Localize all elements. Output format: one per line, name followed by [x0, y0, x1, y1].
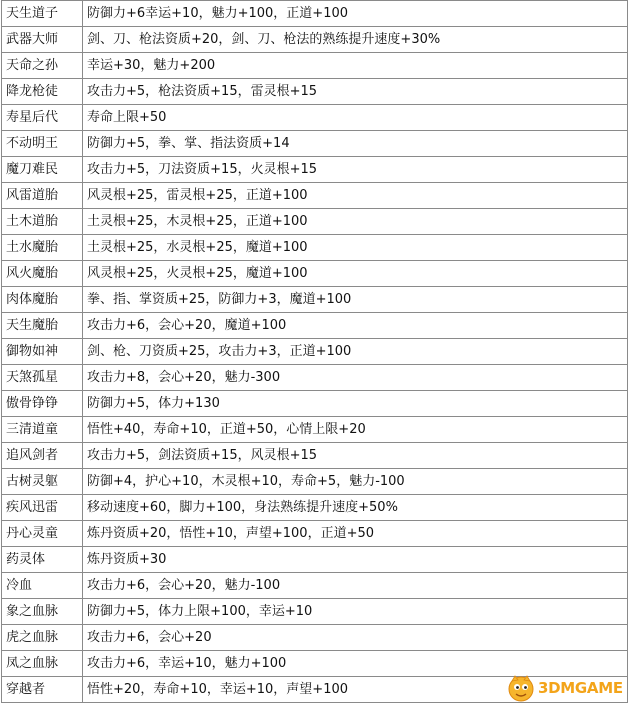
trait-name-cell: 三清道童 — [2, 417, 83, 443]
trait-effect-cell: 炼丹资质+20，悟性+10，声望+100，正道+50 — [83, 521, 628, 547]
table-row — [2, 209, 628, 235]
trait-name-cell: 药灵体 — [2, 547, 83, 573]
table-row — [2, 469, 628, 495]
trait-effect-cell: 防御力+5，拳、掌、指法资质+14 — [83, 131, 628, 157]
traits-table-body — [2, 1, 628, 703]
3dmgame-mascot-icon — [506, 673, 536, 703]
table-row — [2, 365, 628, 391]
trait-effect-cell: 寿命上限+50 — [83, 105, 628, 131]
trait-effect-cell: 幸运+30，魅力+200 — [83, 53, 628, 79]
trait-effect-cell: 防御力+5，体力+130 — [83, 391, 628, 417]
trait-name-cell: 天煞孤星 — [2, 365, 83, 391]
table-row — [2, 547, 628, 573]
trait-name-cell: 风火魔胎 — [2, 261, 83, 287]
trait-effect-cell: 攻击力+6，幸运+10，魅力+100 — [83, 651, 628, 677]
watermark-text: 3DMGAME — [538, 679, 623, 697]
trait-effect-cell: 剑、刀、枪法资质+20，剑、刀、枪法的熟练提升速度+30% — [83, 27, 628, 53]
trait-name-cell: 魔刀难民 — [2, 157, 83, 183]
table-row — [2, 261, 628, 287]
table-row — [2, 105, 628, 131]
trait-name-cell: 肉体魔胎 — [2, 287, 83, 313]
table-row — [2, 417, 628, 443]
table-row — [2, 27, 628, 53]
trait-name-cell: 天生道子 — [2, 1, 83, 27]
table-row — [2, 157, 628, 183]
trait-effect-cell: 移动速度+60，脚力+100，身法熟练提升速度+50% — [83, 495, 628, 521]
trait-effect-cell: 攻击力+5，枪法资质+15，雷灵根+15 — [83, 79, 628, 105]
trait-name-cell: 天生魔胎 — [2, 313, 83, 339]
trait-name-cell: 穿越者 — [2, 677, 83, 703]
trait-name-cell: 天命之孙 — [2, 53, 83, 79]
trait-effect-cell: 攻击力+6，会心+20 — [83, 625, 628, 651]
trait-effect-cell: 攻击力+5，刀法资质+15，火灵根+15 — [83, 157, 628, 183]
trait-name-cell: 疾风迅雷 — [2, 495, 83, 521]
trait-name-cell: 凤之血脉 — [2, 651, 83, 677]
trait-name-cell: 不动明王 — [2, 131, 83, 157]
trait-name-cell: 武器大师 — [2, 27, 83, 53]
table-row — [2, 235, 628, 261]
trait-name-cell: 降龙枪徒 — [2, 79, 83, 105]
trait-name-cell: 古树灵躯 — [2, 469, 83, 495]
trait-effect-cell: 土灵根+25，水灵根+25，魔道+100 — [83, 235, 628, 261]
trait-name-cell: 丹心灵童 — [2, 521, 83, 547]
table-row — [2, 521, 628, 547]
trait-name-cell: 象之血脉 — [2, 599, 83, 625]
trait-effect-cell: 拳、指、掌资质+25，防御力+3，魔道+100 — [83, 287, 628, 313]
watermark — [506, 673, 628, 703]
table-row — [2, 53, 628, 79]
trait-name-cell: 寿星后代 — [2, 105, 83, 131]
trait-effect-cell: 炼丹资质+30 — [83, 547, 628, 573]
table-row — [2, 1, 628, 27]
table-row — [2, 391, 628, 417]
trait-effect-cell: 风灵根+25，雷灵根+25，正道+100 — [83, 183, 628, 209]
trait-effect-cell: 风灵根+25，火灵根+25，魔道+100 — [83, 261, 628, 287]
table-row — [2, 495, 628, 521]
table-row — [2, 183, 628, 209]
trait-name-cell: 土木道胎 — [2, 209, 83, 235]
trait-name-cell: 虎之血脉 — [2, 625, 83, 651]
trait-name-cell: 冷血 — [2, 573, 83, 599]
table-row — [2, 443, 628, 469]
trait-effect-cell: 攻击力+6，会心+20，魅力-100 — [83, 573, 628, 599]
trait-effect-cell: 悟性+20，寿命+10，幸运+10，声望+100 — [83, 677, 628, 703]
trait-effect-cell: 攻击力+5，剑法资质+15，风灵根+15 — [83, 443, 628, 469]
trait-name-cell: 追风剑者 — [2, 443, 83, 469]
trait-name-cell: 御物如神 — [2, 339, 83, 365]
trait-name-cell: 傲骨铮铮 — [2, 391, 83, 417]
trait-effect-cell: 土灵根+25，木灵根+25，正道+100 — [83, 209, 628, 235]
table-row — [2, 339, 628, 365]
table-row — [2, 287, 628, 313]
table-row — [2, 313, 628, 339]
trait-effect-cell: 防御力+6幸运+10，魅力+100，正道+100 — [83, 1, 628, 27]
trait-effect-cell: 防御+4，护心+10，木灵根+10，寿命+5，魅力-100 — [83, 469, 628, 495]
trait-effect-cell: 防御力+5，体力上限+100，幸运+10 — [83, 599, 628, 625]
trait-effect-cell: 悟性+40，寿命+10，正道+50，心情上限+20 — [83, 417, 628, 443]
trait-name-cell: 土水魔胎 — [2, 235, 83, 261]
table-row — [2, 625, 628, 651]
trait-effect-cell: 剑、枪、刀资质+25，攻击力+3，正道+100 — [83, 339, 628, 365]
trait-name-cell: 风雷道胎 — [2, 183, 83, 209]
table-row — [2, 599, 628, 625]
trait-effect-cell: 攻击力+6，会心+20，魔道+100 — [83, 313, 628, 339]
table-row — [2, 79, 628, 105]
traits-table — [1, 0, 628, 703]
table-row — [2, 131, 628, 157]
trait-effect-cell: 攻击力+8，会心+20，魅力-300 — [83, 365, 628, 391]
table-row — [2, 573, 628, 599]
